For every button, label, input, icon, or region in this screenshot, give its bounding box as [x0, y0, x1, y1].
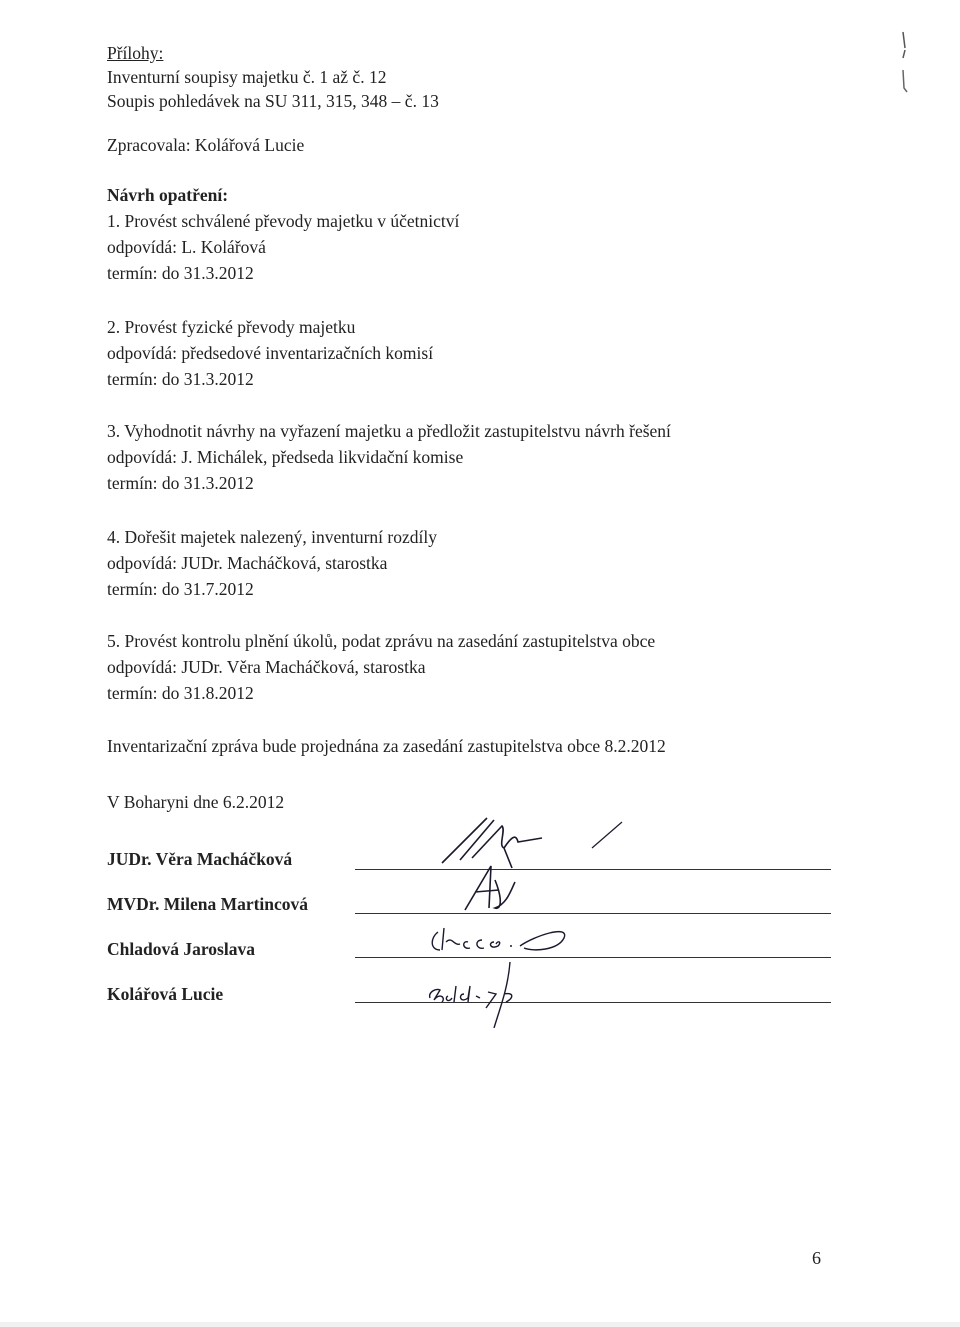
signature-scribble-icon	[424, 918, 584, 960]
closing-statement: Inventarizační zpráva bude projednána za zasedání zastupitelstva obce 8.2.2012	[107, 736, 666, 756]
attachment-item: Soupis pohledávek na SU 311, 315, 348 – č. 13	[107, 91, 439, 111]
page-number: 6	[812, 1248, 821, 1268]
measure-responsible: odpovídá: JUDr. Macháčková, starostka	[107, 553, 388, 573]
signature-scribble-icon	[455, 860, 575, 922]
measures-heading: Návrh opatření:	[107, 185, 229, 205]
measure-responsible: odpovídá: J. Michálek, předseda likvidační komise	[107, 447, 464, 467]
measure-task: 4. Dořešit majetek nalezený, inventurní rozdíly	[107, 527, 437, 547]
signatory-name: MVDr. Milena Martincová	[107, 894, 309, 914]
measure-task: 2. Provést fyzické převody majetku	[107, 317, 356, 337]
signature-line	[355, 913, 831, 914]
place-date: V Boharyni dne 6.2.2012	[107, 792, 285, 812]
prepared-by: Zpracovala: Kolářová Lucie	[107, 135, 305, 155]
attachment-item: Inventurní soupisy majetku č. 1 až č. 12	[107, 67, 387, 87]
signatory-name: Kolářová Lucie	[107, 984, 224, 1004]
attachments-heading: Přílohy:	[107, 43, 164, 63]
measure-deadline: termín: do 31.3.2012	[107, 369, 254, 389]
scan-bottom-edge	[0, 1322, 960, 1327]
measure-responsible: odpovídá: L. Kolářová	[107, 237, 266, 257]
measure-responsible: odpovídá: JUDr. Věra Macháčková, starostka	[107, 657, 426, 677]
measure-task: 1. Provést schválené převody majetku v účetnictví	[107, 211, 460, 231]
measure-deadline: termín: do 31.7.2012	[107, 579, 254, 599]
measure-responsible: odpovídá: předsedové inventarizačních komisí	[107, 343, 434, 363]
signature-scribble-icon	[424, 958, 564, 1028]
measure-task: 3. Vyhodnotit návrhy na vyřazení majetku a předložit zastupitelstvu návrh řešení	[107, 421, 671, 441]
measure-deadline: termín: do 31.8.2012	[107, 683, 254, 703]
measure-task: 5. Provést kontrolu plnění úkolů, podat zprávu na zasedání zastupitelstva obce	[107, 631, 656, 651]
signatory-name: JUDr. Věra Macháčková	[107, 849, 293, 869]
scan-artifact-icon	[895, 28, 915, 98]
measure-deadline: termín: do 31.3.2012	[107, 263, 254, 283]
measure-deadline: termín: do 31.3.2012	[107, 473, 254, 493]
signatory-name: Chladová Jaroslava	[107, 939, 255, 959]
